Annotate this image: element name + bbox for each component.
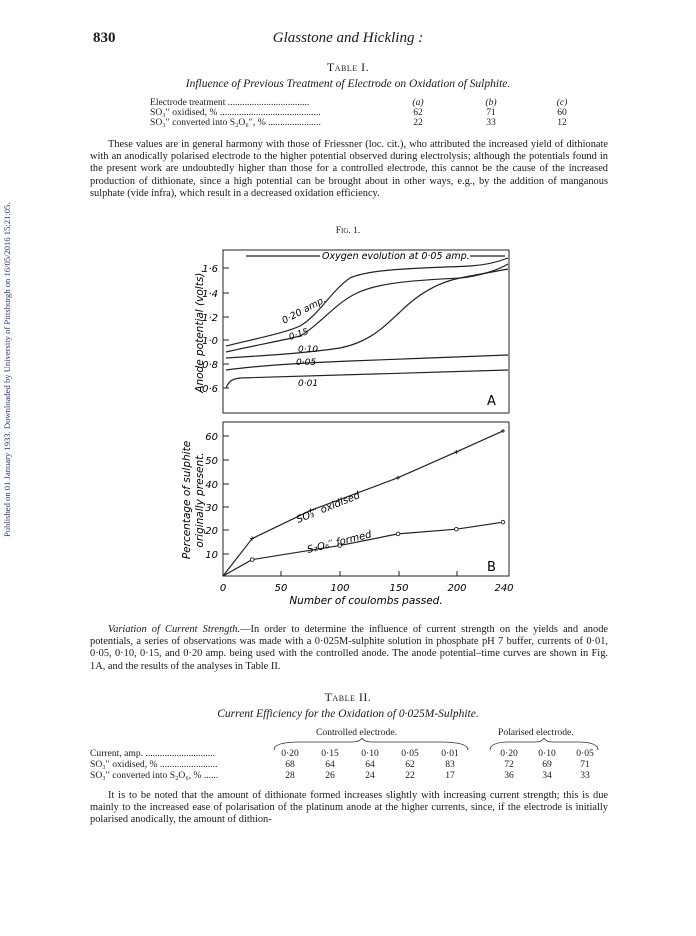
paragraph-2-text: —In order to determine the influence of current strength on the yields and anode potentials, a series of observations was made with a 0·025M-sulphite solution in phosphate pH 7 buffer, currents of 0·01, 0·05, 0·10, 0·15, and 0·20 amp. being used with the controlled anode. The anode potential–time curves are shown in Fig. 1A, and the results of the analyses in Table II. [90, 624, 609, 672]
curve-0-20-amp [226, 258, 508, 346]
panel-b-xlabel: Number of coulombs passed. [289, 595, 443, 607]
panel-a-ytick: 1·4 [202, 289, 218, 300]
point-formed [501, 520, 505, 524]
point-oxidised [396, 476, 400, 480]
point-formed [396, 532, 400, 536]
curve-0-10-amp [226, 269, 508, 358]
panel-b-ytick: 20 [205, 526, 218, 537]
cell: 0·20 [500, 748, 518, 759]
panel-b-ytick: 60 [205, 432, 218, 443]
panel-b-letter: B [487, 560, 496, 575]
panel-a-ytick: 1·6 [202, 264, 218, 275]
paragraph-3 [90, 790, 608, 827]
curve-label-oxygen: Oxygen evolution at 0·05 amp. [322, 251, 470, 262]
panel-a-letter: A [487, 394, 496, 409]
panel-b-xtick: 200 [447, 583, 467, 594]
curve-label-0-20: 0·20 amp. [280, 294, 329, 327]
table-2-group-polarised: Polarised electrode. [498, 727, 574, 738]
panel-b-xtick: 0 [219, 583, 227, 594]
cell: (a) [412, 97, 424, 108]
cell: 71 [486, 107, 496, 118]
table-1-caption: Influence of Previous Treatment of Electrode on Oxidation of Sulphite. [185, 78, 511, 90]
cell: 64 [365, 759, 375, 770]
curve-label-0-15: 0·15 [287, 327, 310, 343]
table-2-group-controlled: Controlled electrode. [316, 727, 397, 738]
paragraph-3-text: It is to be noted that the amount of dithionate formed increases slightly with increasing current strength; this is due mainly to the increased ease of polarisation of the platinum anode at the higher currents, since, if the electrode is initially polarised anodically, the amount of dithion- [90, 790, 608, 826]
table-2-label: Table II. [324, 690, 372, 704]
figure-label: Fig. 1. [335, 226, 361, 236]
point-oxidised [454, 450, 458, 454]
table-2-row-label: SO₃′′ converted into S₂O₆, % ...... [90, 770, 219, 781]
series-line-oxidised [223, 431, 503, 576]
cell: 33 [486, 117, 496, 128]
cell: 22 [413, 117, 423, 128]
cell: (b) [485, 97, 497, 108]
point-formed [455, 527, 459, 531]
panel-a-ytick: 0·6 [202, 384, 218, 395]
cell: 0·05 [401, 748, 419, 759]
cell: 28 [285, 770, 295, 781]
row-label: SO₃′′ oxidised, % .......................................... [150, 107, 321, 118]
cell: 0·01 [441, 748, 459, 759]
panel-b-xtick: 50 [274, 583, 288, 594]
cell: 0·10 [361, 748, 379, 759]
table-1-row [150, 117, 590, 128]
panel-b-ytick: 10 [205, 550, 218, 561]
cell: 36 [504, 770, 514, 781]
cell: 0·05 [576, 748, 594, 759]
cell: 12 [557, 117, 567, 128]
point-formed [250, 558, 254, 562]
cell: 64 [325, 759, 335, 770]
curve-0-05-amp [226, 355, 508, 370]
series-label-formed: S₂O₆′′ formed [306, 529, 373, 556]
panel-b-xtick: 240 [494, 583, 514, 594]
panel-a-ytick: 1·2 [202, 313, 218, 324]
download-side-note: Published on 01 January 1933. Downloaded by University of Pittsburgh on 16/05/2016 15:21:05. [2, 202, 12, 538]
table-2-caption: Current Efficiency for the Oxidation of 0·025M-Sulphite. [217, 708, 479, 720]
cell: 69 [542, 759, 552, 770]
panel-b-ylabel-2: originally present. [194, 452, 206, 548]
table-1-label: Table I. [326, 60, 370, 74]
cell: 71 [580, 759, 590, 770]
cell: 26 [325, 770, 335, 781]
point-oxidised [501, 429, 505, 433]
paragraph-2 [90, 624, 608, 673]
curve-label-0-01: 0·01 [298, 379, 319, 389]
figure-1 [0, 238, 696, 638]
paragraph-1-text: These values are in general harmony with those of Friessner (loc. cit.), who attributed the increased yield of dithionate with an anodically polarised electrode to the higher potential observed during electrolysis; although the potentials found in the present work are undoubtedly higher than those for a controlled electrode, this cannot be the cause of the increased production of dithionate, since a high potential can be brought about in other ways, e.g., by the addition of manganous sulphate (vide infra), which result in a decreased oxidation efficiency. [90, 139, 608, 199]
cell: 0·20 [281, 748, 299, 759]
row-label: SO₃′′ converted into S₂O₆′′, % ...................... [150, 117, 321, 128]
series-label-oxidised: SO₃′′ oxidised [295, 490, 362, 526]
running-head: Glasstone and Hickling : [272, 30, 424, 46]
panel-a-frame [223, 250, 509, 413]
cell: 62 [413, 107, 423, 118]
table-2-row-label: SO₃′′ oxidised, % ........................ [90, 759, 218, 770]
panel-b-ylabel-1: Percentage of sulphite [181, 440, 193, 560]
panel-a-ytick: 0·8 [202, 360, 218, 371]
cell: 17 [445, 770, 455, 781]
cell: 0·10 [538, 748, 556, 759]
panel-a-ytick: 1·0 [202, 336, 218, 347]
panel-b-xtick: 100 [330, 583, 350, 594]
paragraph-2-heading: Variation of Current Strength. [108, 624, 241, 635]
panel-b-frame [223, 422, 509, 576]
table-2-row-label: Current, amp. ............................. [90, 748, 215, 759]
panel-b-ytick: 50 [205, 456, 218, 467]
page-number: 830 [93, 30, 116, 46]
panel-b-ytick: 40 [205, 480, 218, 491]
cell: 68 [285, 759, 295, 770]
cell: 60 [557, 107, 567, 118]
cell: 34 [542, 770, 552, 781]
panel-b-series [223, 429, 505, 576]
cell: 22 [405, 770, 415, 781]
panel-b-xtick: 150 [389, 583, 409, 594]
cell: (c) [556, 97, 568, 108]
curve-label-0-10: 0·10 [298, 345, 319, 355]
panel-a-ylabel: Anode potential (volts). [194, 269, 206, 393]
cell: 72 [504, 759, 514, 770]
curve-0-01-amp [226, 370, 508, 388]
cell: 83 [445, 759, 455, 770]
cell: 0·15 [321, 748, 339, 759]
cell: 62 [405, 759, 415, 770]
row-label: Electrode treatment .................................. [150, 97, 310, 108]
panel-b-ytick: 30 [205, 503, 218, 514]
curve-label-0-05: 0·05 [296, 358, 317, 368]
paragraph-1 [90, 139, 608, 200]
cell: 33 [580, 770, 590, 781]
cell: 24 [365, 770, 375, 781]
